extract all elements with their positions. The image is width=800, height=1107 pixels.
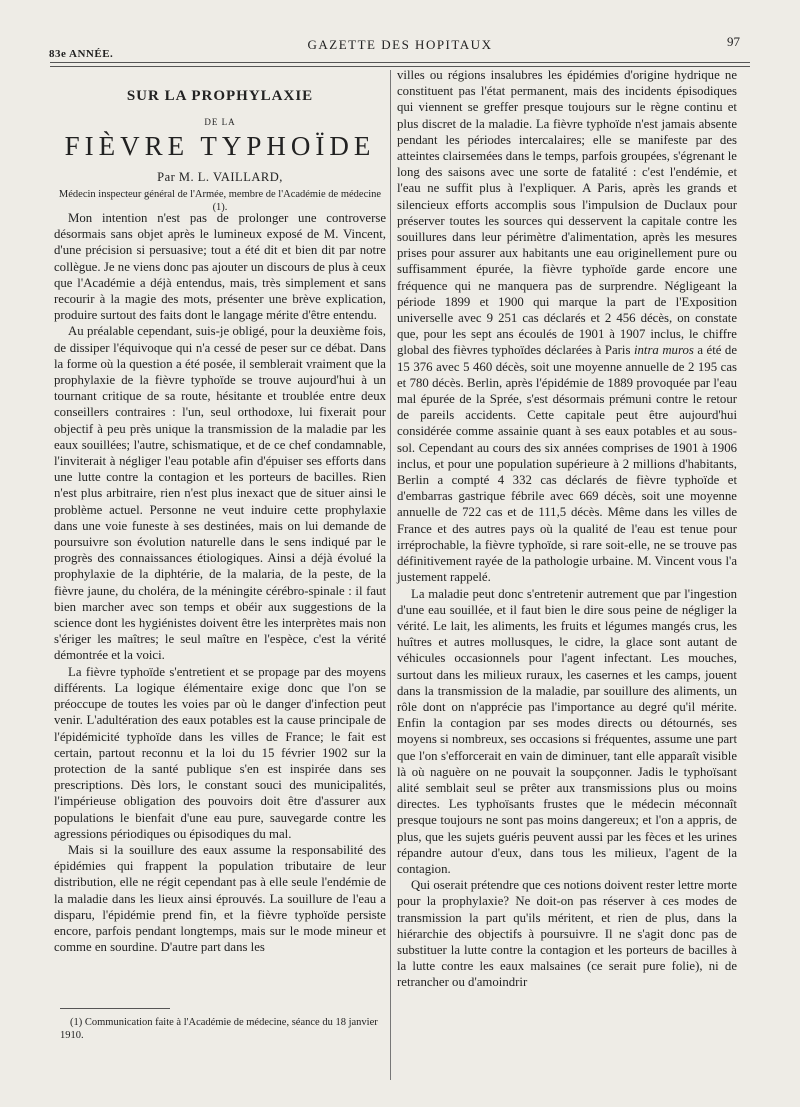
paragraph: Mon intention n'est pas de prolonger une controverse désormais sans objet après le lumineux exposé de M. Vincent, d'une précision si persuasive; tout a été dit et bien dit par notre collègue. Je ne viens donc pas ajouter un discours de plus à ceux que l'Académie a déjà entendus, mais, très simplement et sans recourir à la magie des mots, présenter une brève explication, produire surtout des faits dont le langage mérite d'être entendu.	[54, 211, 386, 323]
paragraph: La fièvre typhoïde s'entretient et se propage par des moyens différents. La logique élémentaire exige donc que l'on se préoccupe de toutes les voies par où le danger d'infection peut venir. L'adultération des eaux potables est la cause principale de l'épidémicité typhoïde dans les villes de France; le fait est certain, partout reconnu et la loi du 15 février 1902 sur la protection de la santé publique s'en est inspirée dans ses prescriptions. Dès lors, le constant souci des municipalités, l'impérieuse obligation des pouvoirs doit être d'assurer aux populations le bienfait d'une eau pure, sauvegarde contre les agressions périodiques ou épisodiques du mal.	[54, 664, 386, 841]
article-title-block	[54, 88, 386, 214]
paragraph-text: a été de 15 376 avec 5 460 décès, soit une moyenne annuelle de 2 195 cas et 780 décès. Berlin, après l'épidémie de 1889 provoquée par l'eau mal épurée de la Sprée, s'est désormais prémuni contre le retour de pareils accidents. Cette capitale peut être aujourd'hui considérée comme assainie quant à ses eaux potables et au sous-sol. Cependant au cours des six années comprises de 1901 à 1906 inclus, et pour une population supérieure à 2 millions d'habitants, Berlin a compté 4 332 cas déclarés de fièvre typhoïde et d'embarras gastrique fébrile avec 669 décès, soit une moyenne annuelle de 722 cas et de 111,5 décès. Même dans les villes de France et des autres pays où la qualité de l'eau est tenue pour irréprochable, la fièvre typhoïde, si rare soit-elle, ne se trouve pas définitivement rayée de la pathologie urbaine. M. Vincent vous l'a justement rappelé.	[397, 343, 737, 585]
right-column	[397, 67, 737, 991]
paragraph: Qui oserait prétendre que ces notions doivent rester lettre morte pour la prophylaxie? Ne doit-on pas réserver à ces modes de transmission la part qu'ils méritent, et rien de plus, dans la hiérarchie des objectifs à poursuivre. Il ne s'agit donc pas de substituer la lutte contre la contagion et les porteurs de bacilles à la lutte contre les eaux malsaines (ce serait pure folie), ni de retrancher ou d'amoindrir	[397, 878, 737, 990]
footnote-text: (1) Communication faite à l'Académie de médecine, séance du 18 janvier 1910.	[60, 1017, 378, 1041]
left-column	[54, 210, 386, 955]
title-connector: DE LA	[204, 117, 236, 127]
author-role: Médecin inspecteur général de l'Armée, membre de l'Académie de médecine (1).	[58, 189, 382, 213]
italic-term: intra muros	[633, 343, 694, 358]
paragraph: La maladie peut donc s'entretenir autrement que par l'ingestion d'une eau souillée, et il faut bien le dire sous peine de négliger la vérité. Le lait, les aliments, les fruits et légumes mangés crus, les huîtres et autres mollusques, le cidre, la glace sont autant de véhicules occasionnels pour l'agent infectant. Les mouches, surtout dans les milieux ruraux, les casernes et les camps, jouent dans la transmission de la maladie, par souillure des aliments, un rôle dont on n'apprécie pas l'importance au degré qu'il mérite. Enfin la contagion par ses modes directs ou détournés, ses moyens si nombreux, ses occasions si fréquentes, assume une part que l'on s'efforcerait en vain de diminuer, tant elle apparaît visible là où naguère on ne pouvait la soupçonner. Jadis le typhoïsant alité semblait seul se prêter aux transmissions plus ou moins directes. Les typhoïsants frustes que le médecin méconnaît presque toujours ne sont pas moins dangereux; et l'on a appris, de plus, que les sujets guéris peuvent aussi par les fèces et les urines répandre autour d'eux, dans tous les milieux, l'agent de la contagion.	[397, 586, 737, 876]
header-rule	[50, 62, 750, 63]
title-prefix: SUR LA PROPHYLAXIE	[126, 88, 314, 104]
column-divider	[390, 70, 391, 1080]
page-number: 97	[727, 34, 740, 49]
paragraph: Au préalable cependant, suis-je obligé, pour la deuxième fois, de dissiper l'équivoque qui n'a cessé de peser sur ce débat. Dans la forme où la question a été posée, il semblerait vraiment que la prophylaxie de la fièvre typhoïde se trouve aujourd'hui à un tournant critique de sa route, hésitante et troublée entre deux conseillers contraires : l'un, seul orthodoxe, lui fixerait pour objectif à peu près unique la transmission de la maladie par les eaux souillées; l'autre, schismatique, et de ce chef condamnable, l'inviterait à négliger l'eau potable afin d'épuiser ses efforts dans une lutte contre la contagion et les porteurs de bacilles. Rien n'est plus arbitraire, rien n'est plus inexact que de situer ainsi le problème actuel. Personne ne veut induire cette prophylaxie dans une voie funeste à ses destinées, mais on lui demande de poursuivre son évolution naturelle dans le sens indiqué par le progrès des connaissances étiologiques. Ainsi a déjà évolué la prophylaxie de la diphtérie, de la malaria, de la peste, de la fièvre jaune, du choléra, de la méningite cérébro-spinale : il faut bien marcher avec son temps et obéir aux suggestions de la science dont les hygiénistes doivent être les interprètes mais non s'ériger les maîtres; le seul maître en l'espèce, c'est la vérité démontrée et la voici.	[54, 324, 386, 663]
author-byline: Par M. L. VAILLARD,	[157, 170, 283, 184]
footnote	[60, 1016, 386, 1042]
paragraph: Mais si la souillure des eaux assume la responsabilité des épidémies qui frappent la population tributaire de leur distribution, elle ne régit cependant pas à elle seule l'endémie de la maladie dans les lieux ainsi éprouvés. La souillure de l'eau a disparu, l'épidémie prend fin, et la fièvre typhoïde persiste encore, parfois pendant longtemps, mais sur le mode mineur et comme en sourdine. D'autre part dans les	[54, 842, 386, 955]
paragraph	[397, 67, 737, 586]
paragraph-text: villes ou régions insalubres les épidémies d'origine hydrique ne constituent pas l'état permanent, mais des incidents épisodiques qui viennent se greffer presque toujours sur le règne continu et plus discret de la maladie. La fièvre typhoïde n'est jamais absente pendant les périodes intercalaires; elle se manifeste par des atteintes clairsemées dans le temps, parfois groupées, s'égrenant le long des saisons avec une sorte de fatalité : c'est l'endémie, et l'eau ne suffit plus à l'expliquer. A Paris, après les grands et silencieux efforts accomplis sous l'impulsion de Duclaux pour préserver toutes les sources qui desservent la capitale contre les souillures dans leur périmètre d'alimentation, après les mesures prises pour assurer aux habitants une eau originellement pure ou suffisamment épurée, la fièvre typhoïde garde encore une fréquence qui ne manquera pas de surprendre. Négligeant la période 1899 et 1900 qui marque la part de l'Exposition universelle avec 9 251 cas déclarés et 2 456 décès, on constate que, pour les sept ans écoulés de 1901 à 1907 inclus, le chiffre global des fièvres typhoïdes déclarées à Paris	[397, 68, 737, 358]
footnote-rule	[60, 1008, 170, 1009]
journal-title: GAZETTE DES HOPITAUX	[307, 37, 493, 52]
article-title: FIÈVRE TYPHOÏDE	[64, 131, 376, 161]
issue-number: 83e ANNÉE.	[49, 48, 114, 60]
